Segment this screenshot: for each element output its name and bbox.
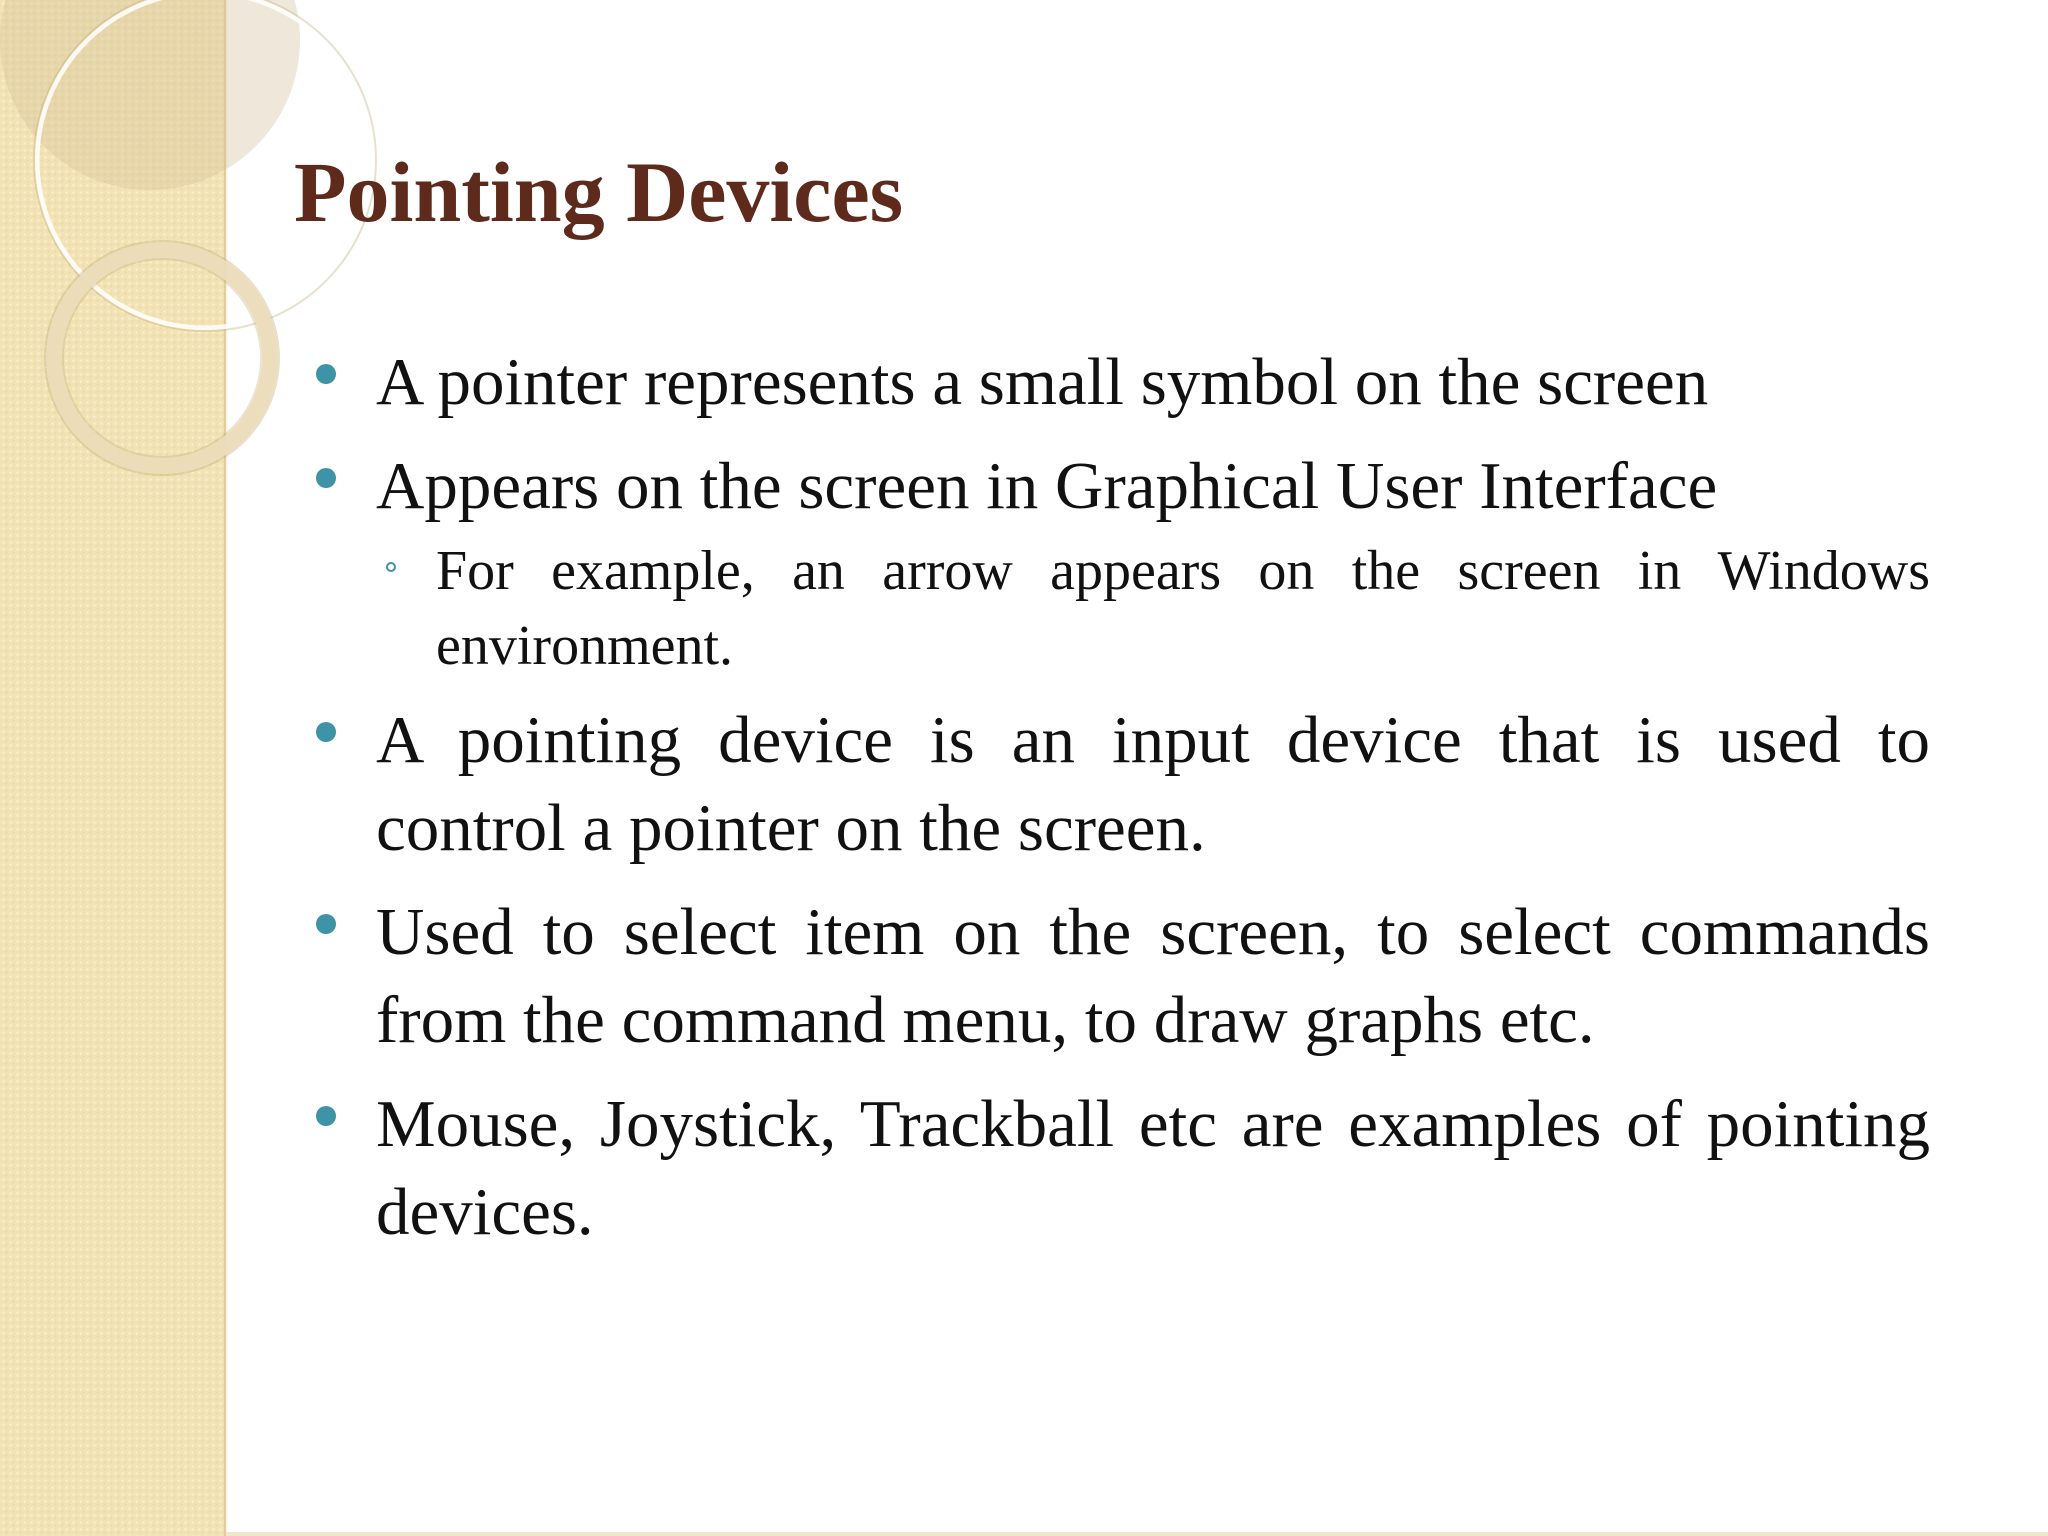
bullet-text: A pointer represents a small symbol on the screen — [376, 345, 1709, 419]
bullet-text: Used to select item on the screen, to select commands from the command menu, to draw graphs etc. — [376, 895, 1930, 1057]
slide-title: Pointing Devices — [294, 144, 904, 240]
bullet-icon — [316, 722, 336, 742]
sub-bullet-icon — [386, 562, 396, 572]
bullet-icon — [316, 468, 336, 488]
bullet-icon — [316, 914, 336, 934]
decorative-ring-small — [54, 250, 270, 466]
bullet-item — [300, 442, 1930, 530]
bullet-text: Mouse, Joystick, Trackball etc are examples of pointing devices. — [376, 1087, 1930, 1249]
bullet-item — [300, 696, 1930, 872]
bullet-text: Appears on the screen in Graphical User Interface — [376, 449, 1718, 523]
bullet-text: A pointing device is an input device that is used to control a pointer on the screen. — [376, 703, 1930, 865]
bullet-item — [300, 888, 1930, 1064]
sub-bullet-text: For example, an arrow appears on the screen in Windows environment. — [436, 540, 1930, 677]
decorative-rings — [0, 0, 300, 520]
decorative-ring-small-inner — [63, 259, 261, 457]
bullet-item — [300, 338, 1930, 426]
bullet-icon — [316, 364, 336, 384]
bullet-icon — [316, 1106, 336, 1126]
bullet-list — [300, 338, 1930, 1272]
decorative-disc — [0, 0, 300, 190]
bullet-item — [300, 1080, 1930, 1256]
sub-bullet-item — [300, 534, 1930, 684]
slide-bottom-border — [226, 1532, 2048, 1536]
